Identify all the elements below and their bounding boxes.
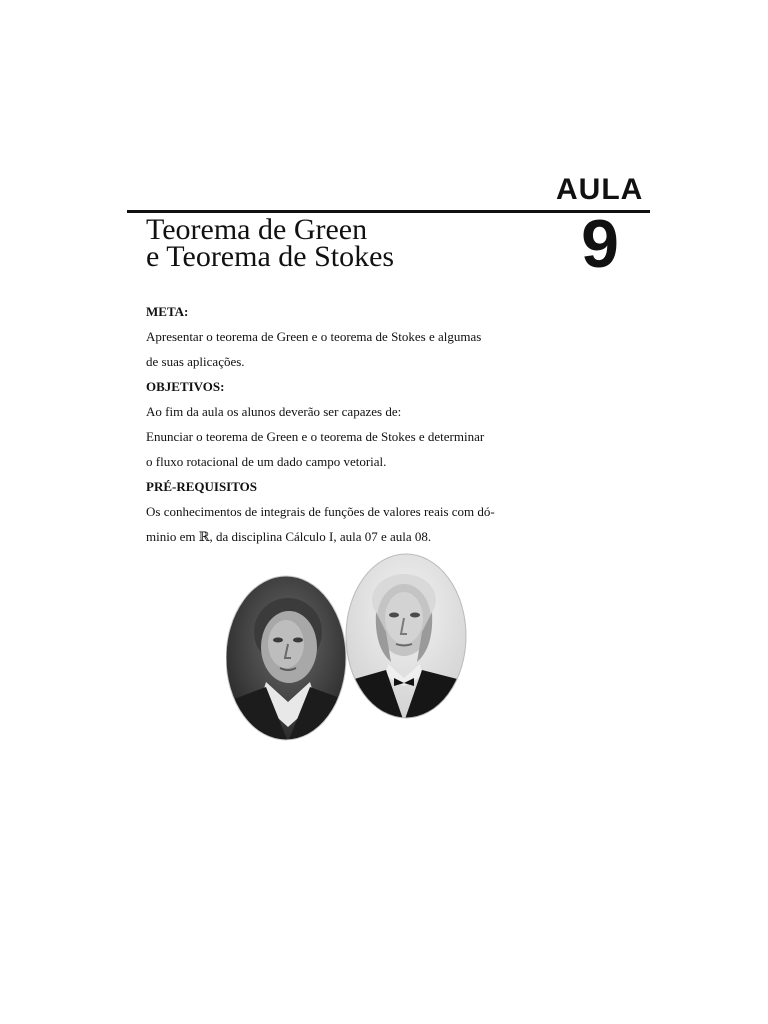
meta-heading: META: xyxy=(146,304,189,319)
lesson-number: 9 xyxy=(581,206,619,282)
title-line-1: Teorema de Green xyxy=(146,213,368,246)
portraits xyxy=(226,552,471,744)
lesson-label: AULA xyxy=(556,173,644,206)
objetivos-line-2: Enunciar o teorema de Green e o teorema de Stokes e determinar xyxy=(146,429,485,444)
prerequisitos-heading: PRÉ-REQUISITOS xyxy=(146,479,258,494)
page-title xyxy=(146,213,546,273)
objetivos-heading: OBJETIVOS: xyxy=(146,379,225,394)
objetivos-line-1: Ao fim da aula os alunos deverão ser capazes de: xyxy=(146,404,402,419)
objetivos-line-3: o fluxo rotacional de um dado campo vetorial. xyxy=(146,454,387,469)
prerequisitos-line-2: minio em ℝ, da disciplina Cálculo I, aula 07 e aula 08. xyxy=(146,529,432,544)
prerequisitos-line-1: Os conhecimentos de integrais de funções de valores reais com dó- xyxy=(146,504,495,519)
meta-line-2: de suas aplicações. xyxy=(146,354,245,369)
lesson-content xyxy=(146,299,558,549)
portrait-stokes xyxy=(344,552,469,722)
title-line-2: e Teorema de Stokes xyxy=(146,240,395,273)
meta-line-1: Apresentar o teorema de Green e o teorema de Stokes e algumas xyxy=(146,329,482,344)
